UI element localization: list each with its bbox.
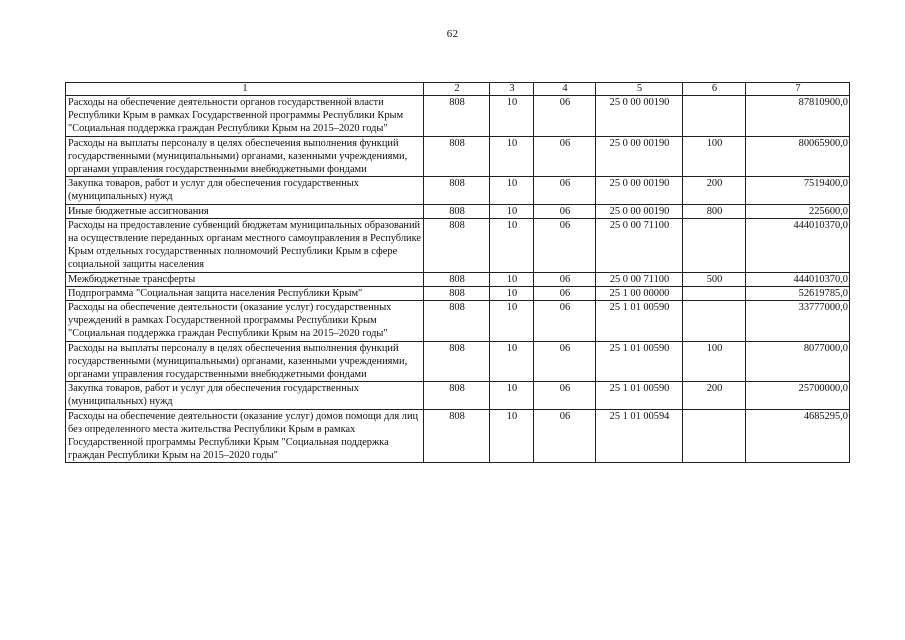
page-number: 62 [446, 28, 459, 40]
row-expense-type: 800 [683, 204, 746, 218]
row-amount: 80065900,0 [746, 136, 850, 177]
row-amount: 225600,0 [746, 204, 850, 218]
row-subsection: 06 [534, 341, 596, 382]
column-header-ministry: 2 [424, 83, 490, 96]
row-subsection: 06 [534, 96, 596, 137]
row-description: Расходы на выплаты персоналу в целях обеспечения выполнения функций государственными (муниципальными) органами, казенными учреждениями, органами управления государственными внебюджетными фондами [66, 136, 424, 177]
row-section: 10 [490, 136, 534, 177]
row-ministry: 808 [424, 341, 490, 382]
column-header-expense-type: 6 [683, 83, 746, 96]
row-ministry: 808 [424, 136, 490, 177]
row-amount: 444010370,0 [746, 272, 850, 286]
column-header-subsection: 4 [534, 83, 596, 96]
row-description: Расходы на обеспечение деятельности органов государственной власти Республики Крым в рамках Государственной программы Республики Крым "Социальная поддержка граждан Республики Крым на 2015–2020 годы" [66, 96, 424, 137]
table-row [66, 409, 850, 463]
row-section: 10 [490, 286, 534, 300]
row-amount: 8077000,0 [746, 341, 850, 382]
column-header-section: 3 [490, 83, 534, 96]
row-description: Расходы на обеспечение деятельности (оказание услуг) домов помощи для лиц без определенного места жительства Республики Крым в рамках Государственной программы Республики Крым "Социальная поддержка граждан Республики Крым на 2015–2020 годы" [66, 409, 424, 463]
row-subsection: 06 [534, 382, 596, 409]
row-description: Подпрограмма "Социальная защита населения Республики Крым" [66, 286, 424, 300]
row-description: Расходы на выплаты персоналу в целях обеспечения выполнения функций государственными (муниципальными) органами, казенными учреждениями, органами управления государственными внебюджетными фондами [66, 341, 424, 382]
table-row [66, 286, 850, 300]
row-section: 10 [490, 382, 534, 409]
table-header-row [66, 83, 850, 96]
row-ministry: 808 [424, 409, 490, 463]
table-row [66, 218, 850, 272]
row-expense-type: 100 [683, 341, 746, 382]
row-expense-type [683, 286, 746, 300]
row-target-article: 25 1 01 00590 [596, 301, 683, 342]
row-amount: 4685295,0 [746, 409, 850, 463]
row-ministry: 808 [424, 177, 490, 204]
table-row [66, 272, 850, 286]
row-amount: 52619785,0 [746, 286, 850, 300]
row-target-article: 25 0 00 00190 [596, 177, 683, 204]
row-amount: 87810900,0 [746, 96, 850, 137]
row-subsection: 06 [534, 301, 596, 342]
table-row [66, 341, 850, 382]
row-section: 10 [490, 96, 534, 137]
row-subsection: 06 [534, 272, 596, 286]
row-ministry: 808 [424, 96, 490, 137]
row-section: 10 [490, 341, 534, 382]
row-ministry: 808 [424, 272, 490, 286]
row-expense-type [683, 301, 746, 342]
row-amount: 25700000,0 [746, 382, 850, 409]
row-subsection: 06 [534, 177, 596, 204]
row-ministry: 808 [424, 301, 490, 342]
row-expense-type [683, 96, 746, 137]
row-expense-type [683, 218, 746, 272]
row-target-article: 25 0 00 00190 [596, 136, 683, 177]
row-expense-type: 100 [683, 136, 746, 177]
table-row [66, 136, 850, 177]
row-amount: 444010370,0 [746, 218, 850, 272]
budget-table [65, 82, 850, 463]
row-target-article: 25 0 00 71100 [596, 218, 683, 272]
row-subsection: 06 [534, 136, 596, 177]
row-section: 10 [490, 177, 534, 204]
row-target-article: 25 1 01 00590 [596, 382, 683, 409]
table-row [66, 382, 850, 409]
row-target-article: 25 0 00 71100 [596, 272, 683, 286]
row-section: 10 [490, 301, 534, 342]
row-target-article: 25 1 01 00590 [596, 341, 683, 382]
row-amount: 7519400,0 [746, 177, 850, 204]
row-subsection: 06 [534, 218, 596, 272]
row-description: Расходы на обеспечение деятельности (оказание услуг) государственных учреждений в рамках Государственной программы Республики Крым "Социальная поддержка граждан Республики Крым на 2015–2020 годы" [66, 301, 424, 342]
column-header-target-article: 5 [596, 83, 683, 96]
row-target-article: 25 0 00 00190 [596, 96, 683, 137]
row-ministry: 808 [424, 286, 490, 300]
row-expense-type: 200 [683, 382, 746, 409]
row-target-article: 25 1 00 00000 [596, 286, 683, 300]
row-description: Межбюджетные трансферты [66, 272, 424, 286]
row-subsection: 06 [534, 409, 596, 463]
row-description: Закупка товаров, работ и услуг для обеспечения государственных (муниципальных) нужд [66, 382, 424, 409]
column-header-amount: 7 [746, 83, 850, 96]
row-subsection: 06 [534, 204, 596, 218]
row-description: Закупка товаров, работ и услуг для обеспечения государственных (муниципальных) нужд [66, 177, 424, 204]
row-section: 10 [490, 218, 534, 272]
row-amount: 33777000,0 [746, 301, 850, 342]
row-expense-type: 200 [683, 177, 746, 204]
row-section: 10 [490, 204, 534, 218]
row-section: 10 [490, 409, 534, 463]
row-expense-type [683, 409, 746, 463]
row-ministry: 808 [424, 218, 490, 272]
row-description: Расходы на предоставление субвенций бюджетам муниципальных образований на осуществление переданных органам местного самоуправления в Республике Крым отдельных государственных полномочий Республики Крым в сфере социальной защиты населения [66, 218, 424, 272]
row-description: Иные бюджетные ассигнования [66, 204, 424, 218]
table-row [66, 301, 850, 342]
table-row [66, 204, 850, 218]
table-row [66, 96, 850, 137]
row-ministry: 808 [424, 204, 490, 218]
column-header-description: 1 [66, 83, 424, 96]
row-subsection: 06 [534, 286, 596, 300]
row-target-article: 25 1 01 00594 [596, 409, 683, 463]
row-section: 10 [490, 272, 534, 286]
table-row [66, 177, 850, 204]
row-target-article: 25 0 00 00190 [596, 204, 683, 218]
row-expense-type: 500 [683, 272, 746, 286]
row-ministry: 808 [424, 382, 490, 409]
